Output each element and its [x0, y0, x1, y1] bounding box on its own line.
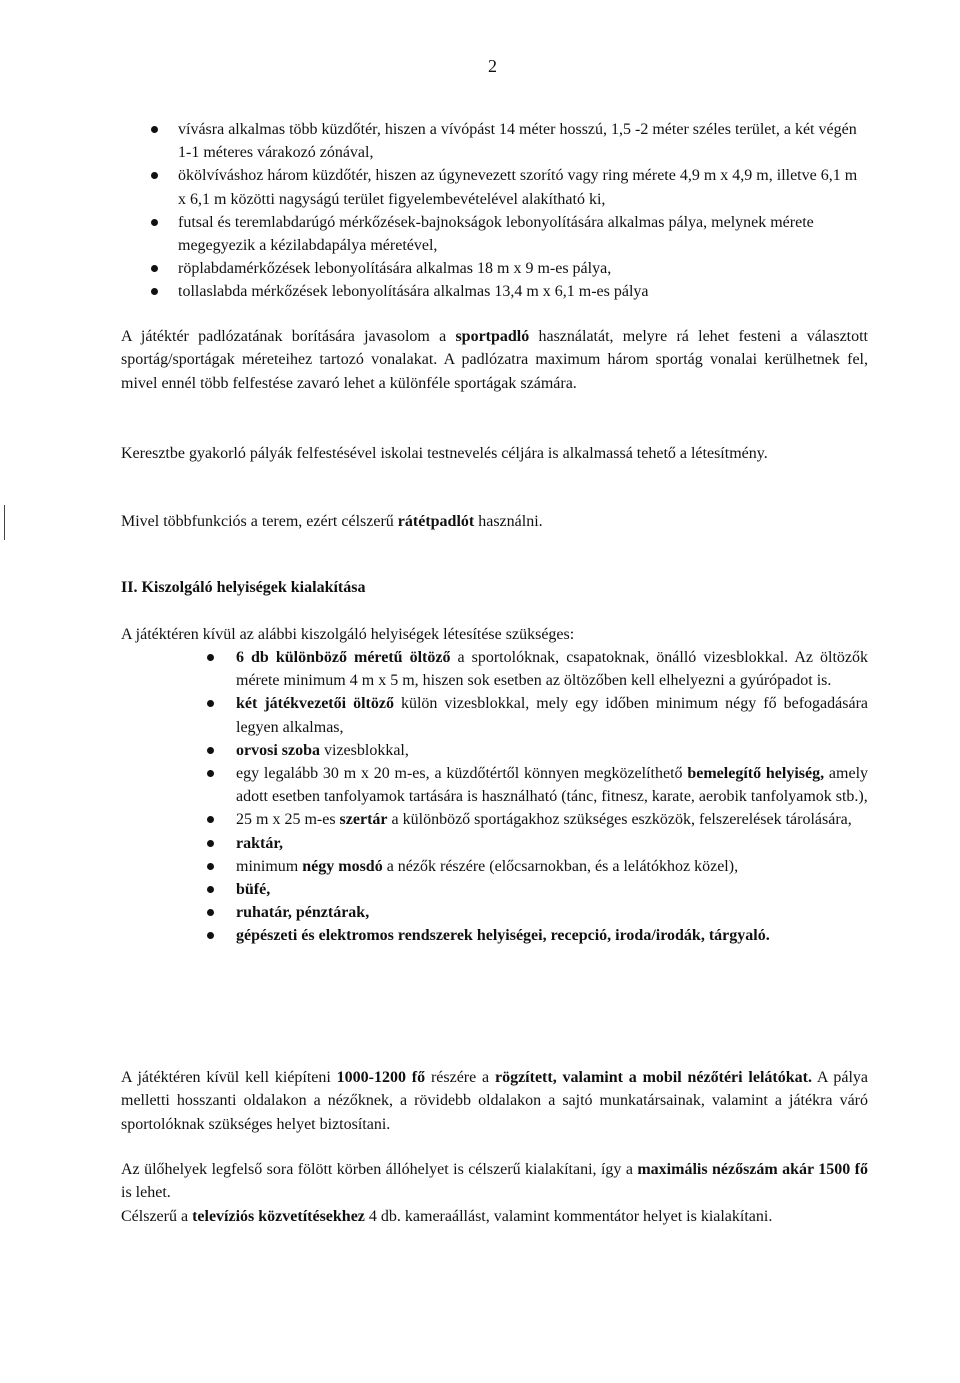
list-item: 25 m x 25 m-es szertár a különböző sportágakhoz szükséges eszközök, felszerelések tárolására, — [236, 808, 868, 831]
tv-paragraph: Célszerű a televíziós közvetítésekhez 4 db. kameraállást, valamint kommentátor helyet is kialakítani. — [121, 1208, 773, 1225]
list-item: egy legalább 30 m x 20 m-es, a küzdőtértől könnyen megközelíthető bemelegítő helyiség, amely adott esetben tanfolyamok tartására is használható (tánc, fitnesz, karate, aerobik tanfolyamok stb.), — [236, 762, 868, 808]
list-item: ökölvíváshoz három küzdőtér, hiszen az úgynevezett szorító vagy ring mérete 4,9 m x 4,9 m, illetve 6,1 m x 6,1 m közötti nagyságú terület figyelembevételével alakítható ki, — [178, 164, 868, 210]
section-heading: II. Kiszolgáló helyiségek kialakítása — [121, 579, 366, 596]
list-item: röplabdamérkőzések lebonyolítására alkalmas 18 m x 9 m-es pálya, — [178, 257, 868, 280]
list-item: két játékvezetői öltöző külön vizesblokkal, mely egy időben minimum négy fő befogadására legyen alkalmas, — [236, 692, 868, 738]
list-item: orvosi szoba vizesblokkal, — [236, 739, 868, 762]
sports-capabilities-list — [178, 118, 868, 304]
margin-rule — [4, 505, 5, 540]
multifunction-paragraph: Mivel többfunkciós a terem, ezért célszerű rátétpadlót használni. — [121, 513, 543, 530]
list-item: büfé, — [236, 878, 868, 901]
intro-paragraph: A játéktéren kívül az alábbi kiszolgáló helyiségek létesítése szükséges: — [121, 626, 575, 643]
list-item: minimum négy mosdó a nézők részére (előcsarnokban, és a lelátókhoz közel), — [236, 855, 868, 878]
list-item: tollaslabda mérkőzések lebonyolítására alkalmas 13,4 m x 6,1 m-es pálya — [178, 280, 868, 303]
page-number: 2 — [488, 56, 497, 76]
list-item: ruhatár, pénztárak, — [236, 901, 868, 924]
list-item: vívásra alkalmas több küzdőtér, hiszen a vívópást 14 méter hosszú, 1,5 -2 méter széles terület, a két végén 1-1 méteres várakozó zónával, — [178, 118, 868, 164]
list-item: futsal és teremlabdarúgó mérkőzések-bajnokságok lebonyolítására alkalmas pálya, melynek mérete megegyezik a kézilabdapálya méretével, — [178, 211, 868, 257]
list-item: 6 db különböző méretű öltöző a sportolóknak, csapatoknak, önálló vizesblokkal. Az öltözők mérete minimum 4 m x 5 m, hiszen sok esetben az öltözőben kell elhelyezni a gyúrópadot is. — [236, 646, 868, 692]
school-paragraph: Keresztbe gyakorló pályák felfestésével iskolai testnevelés céljára is alkalmassá tehető a létesítmény. — [121, 445, 768, 462]
list-item: gépészeti és elektromos rendszerek helyiségei, recepció, iroda/irodák, tárgyaló. — [236, 924, 868, 947]
stands-paragraph: A játéktéren kívül kell kiépíteni 1000-1200 fő részére a rögzített, valamint a mobil nézőtéri lelátókat. A pálya melletti hosszanti oldalakon a nézőknek, a rövidebb oldalakon a sajtó munkatársainak, valamint a játékra váró sportolóknak szükséges helyet biztosítani. — [121, 1069, 869, 1133]
floor-paragraph: A játéktér padlózatának borítására javasolom a sportpadló használatát, melyre rá lehet festeni a választott sportág/sportágak méreteihez tartozó vonalakat. A padlózatra maximum három sportág vonalai kerülhetnek fel, mivel ennél több felfestése zavaró lehet a különféle sportágak számára. — [121, 328, 869, 392]
seats-paragraph: Az ülőhelyek legfelső sora fölött körben állóhelyet is célszerű kialakítani, így a maximális nézőszám akár 1500 fő is lehet. — [121, 1161, 869, 1202]
service-rooms-list — [236, 646, 868, 948]
list-item: raktár, — [236, 832, 868, 855]
